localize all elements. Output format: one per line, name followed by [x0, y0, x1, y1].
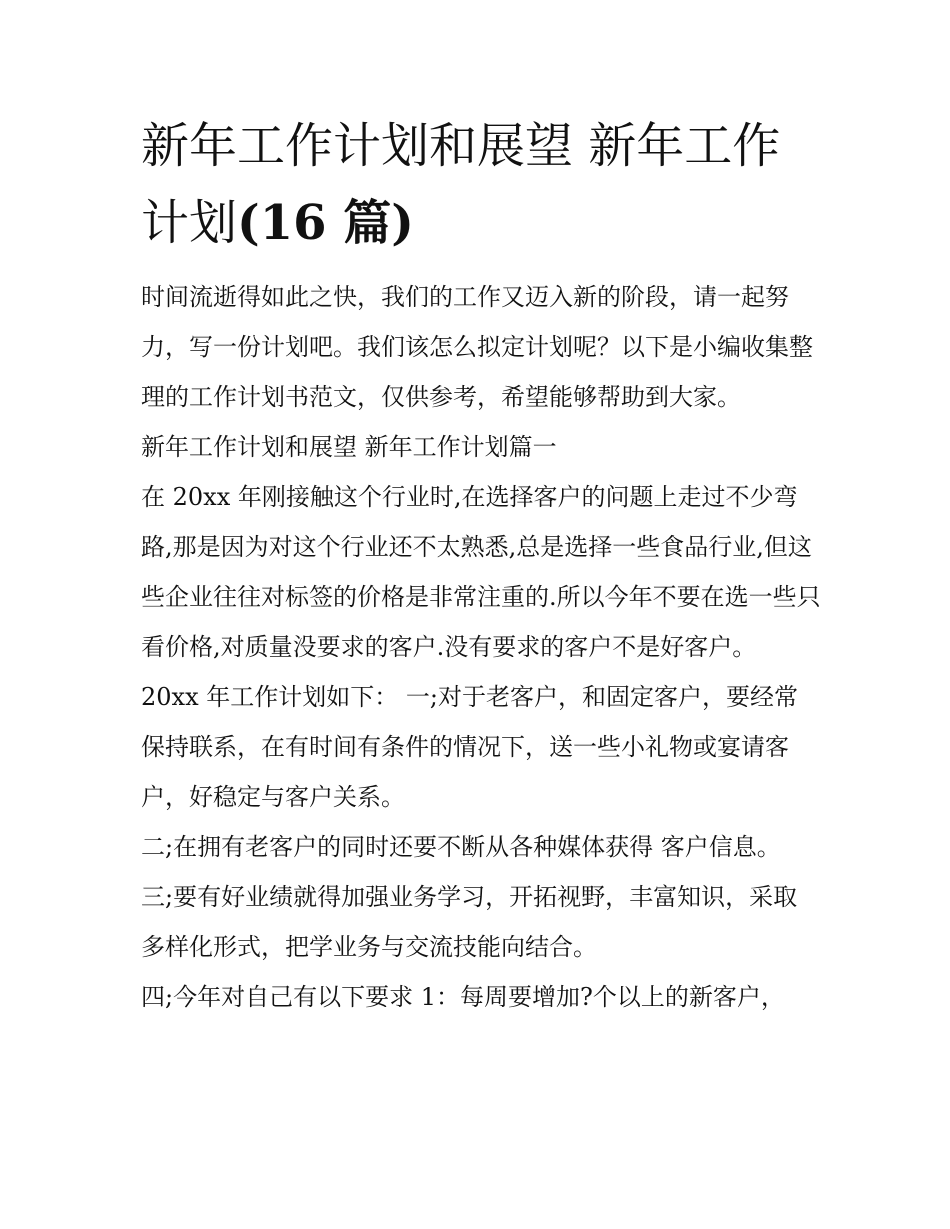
- body-paragraph: 二;在拥有老客户的同时还要不断从各种媒体获得 客户信息。: [141, 833, 781, 861]
- body-paragraph: 四;今年对自己有以下要求 1：每周要增加?个以上的新客户，: [141, 983, 785, 1011]
- body-paragraph: 三;要有好业绩就得加强业务学习，开拓视野，丰富知识，采取多样化形式，把学业务与交流技能向结合。: [141, 883, 798, 961]
- title-main-text: 新年工作计划和展望 新年工作计划: [141, 118, 781, 251]
- title-count-text: (16 篇): [237, 195, 414, 251]
- document-title: [141, 108, 821, 262]
- section-heading: 新年工作计划和展望 新年工作计划篇一: [141, 433, 557, 461]
- body-paragraph: 20xx 年工作计划如下： 一;对于老客户，和固定客户，要经常保持联系，在有时间有条件的情况下，送一些小礼物或宴请客户，好稳定与客户关系。: [141, 683, 798, 811]
- document-body: [141, 108, 821, 1022]
- intro-paragraph: 时间流逝得如此之快，我们的工作又迈入新的阶段，请一起努力，写一份计划吧。我们该怎么拟定计划呢？以下是小编收集整理的工作计划书范文，仅供参考，希望能够帮助到大家。: [141, 283, 813, 411]
- body-paragraph: 在 20xx 年刚接触这个行业时,在选择客户的问题上走过不少弯路,那是因为对这个行业还不太熟悉,总是选择一些食品行业,但这些企业往往对标签的价格是非常注重的.所以今年不要在选一些只看价格,对质量没要求的客户.没有要求的客户不是好客户。: [141, 483, 821, 661]
